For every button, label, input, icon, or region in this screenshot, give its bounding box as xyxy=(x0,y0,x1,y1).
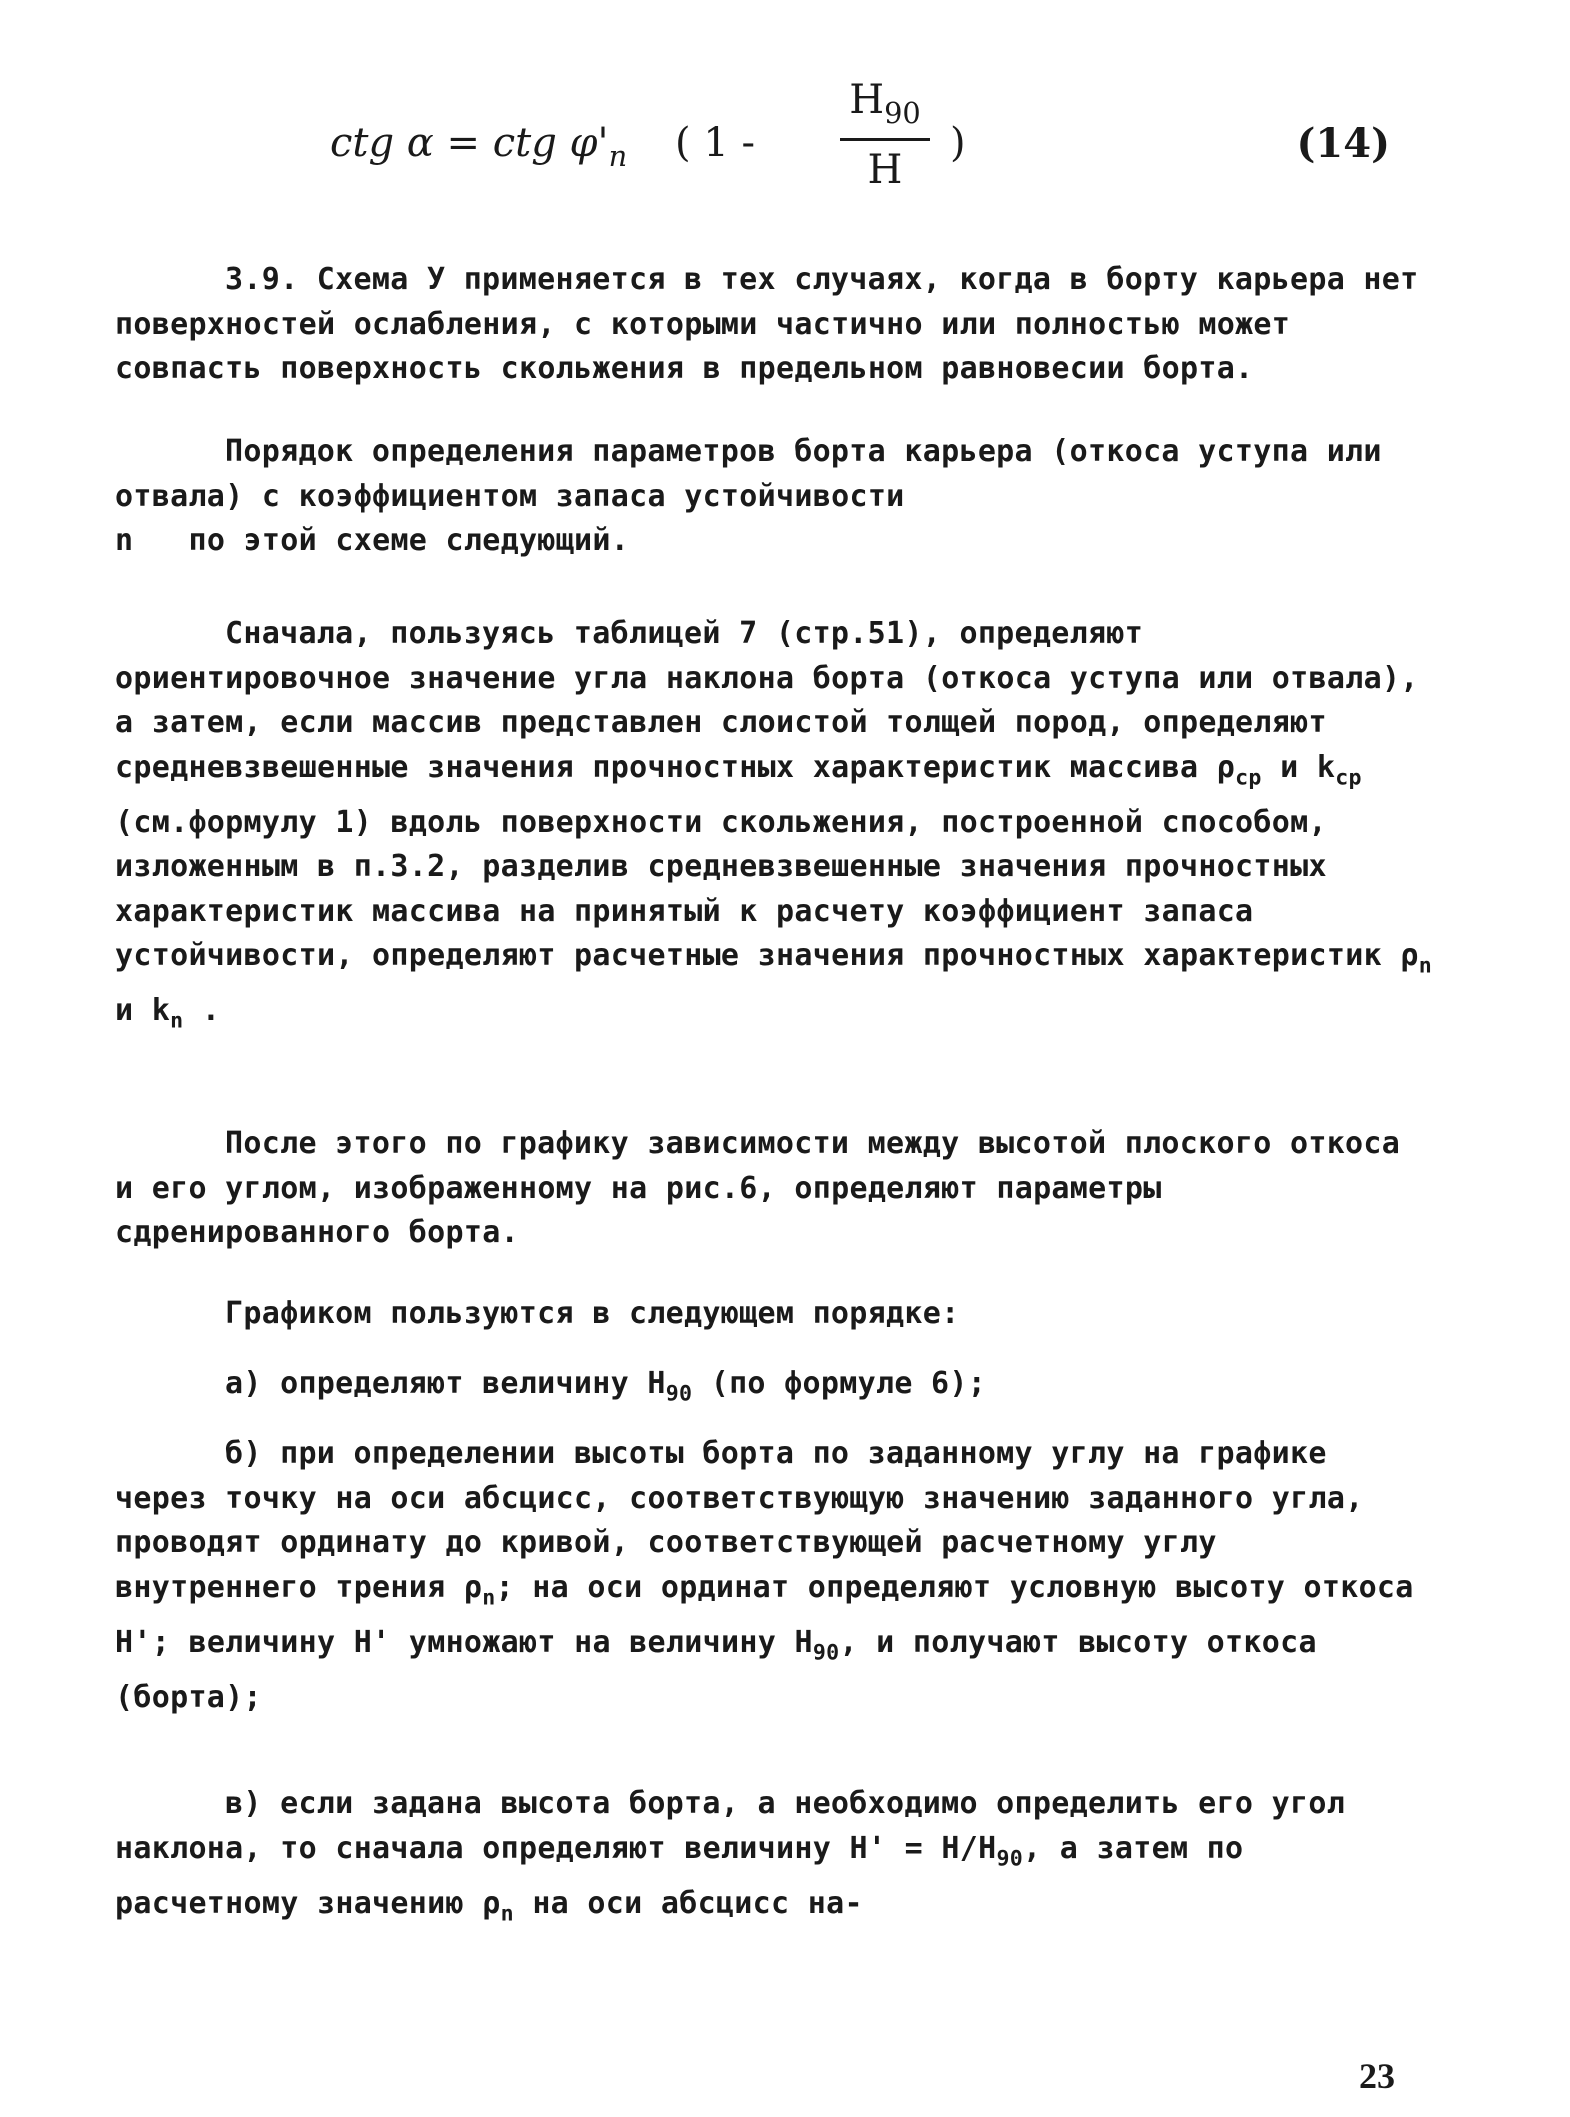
formula-fraction xyxy=(815,70,955,199)
symbol-k-cp: $k_{ср}$ xyxy=(1316,749,1362,791)
symbol-h-prime: H' xyxy=(115,1624,152,1660)
paragraph-3-9: 3.9. Схема У применяется в тех случаях, когда в борту карьера нет поверхностей ослабления, с которыми частично или полностью может совпасть поверхность скольжения в предельном равновесии борта. xyxy=(115,262,1419,386)
formula-h-prime: $H' = H/H_{90}$ xyxy=(849,1830,1024,1872)
symbol-rho-n: $\rho_n$ xyxy=(482,1885,514,1927)
formula-number: (14) xyxy=(1296,120,1390,167)
formula-denominator: H xyxy=(867,147,903,193)
paragraph-graph: После этого по графику зависимости между высотой плоского откоса и его углом, изображенному на рис.6, определяют параметры сдренированного борта. xyxy=(115,1126,1401,1250)
safety-factor-symbol: n xyxy=(115,523,134,558)
list-item-b: б) при определении высоты борта по заданному углу на графике через точку на оси абсцисс, соответствующую значению заданного угла, проводят ординату до кривой, соответствующей расчетному углу внутреннего трения $\rho_n$; на оси ординат определяют условную высоту откоса H'; величину H' умножают на величину $H_{90}$, и получают высоту откоса (борта); xyxy=(115,1436,1414,1715)
list-item-a: а) определяют величину $H_{90}$ (по формуле 6); xyxy=(225,1366,987,1407)
formula-numerator: $H_{90}$ xyxy=(849,77,921,131)
paragraph-graph-order: Графиком пользуются в следующем порядке: xyxy=(225,1296,960,1331)
formula-lhs: ctg α = ctg $\varphi'_n$ xyxy=(330,120,628,174)
paragraph-procedure: Порядок определения параметров борта карьера (откоса уступа или отвала) с коэффициентом запаса устойчивости n по этой схеме следующий. xyxy=(115,434,1382,558)
formula-close-paren: ) xyxy=(950,120,966,166)
symbol-h90: $H_{90}$ xyxy=(647,1366,693,1407)
symbol-k-n: $k_n$ xyxy=(151,993,184,1034)
page-number: 23 xyxy=(1359,2056,1395,2096)
symbol-rho-cp: $\rho_{ср}$ xyxy=(1216,749,1262,791)
symbol-h90: $H_{90}$ xyxy=(794,1624,840,1666)
formula-open-paren: ( 1 - xyxy=(675,120,755,166)
paragraph-first-step: Сначала, пользуясь таблицей 7 (стр.51), определяют ориентировочное значение угла наклона борта (откоса уступа или отвала), а затем, если массив представлен слоистой толщей пород, определяют средневзвешенные значения прочностных характеристик массива $\rho_{ср}$ и $k_{ср}$ (см.формулу 1) вдоль поверхности скольжения, построенной способом, изложенным в п.3.2, разделив средневзвешенные значения прочностных характеристик массива на принятый к расчету коэффициент запаса устойчивости, определяют расчетные значения прочностных характеристик $\rho_n$ и $k_n$ . xyxy=(115,616,1433,1034)
list-item-v: в) если задана высота борта, а необходимо определить его угол наклона, то сначала определяют величину $H' = H/H_{90}$, а затем по расчетному значению $\rho_n$ на оси абсцисс на- xyxy=(115,1786,1346,1927)
formula-14 xyxy=(330,70,1390,230)
symbol-rho-n: $\rho_n$ xyxy=(1400,938,1433,979)
symbol-h-prime: H' xyxy=(353,1624,391,1660)
symbol-rho-n: $\rho_n$ xyxy=(463,1569,496,1611)
